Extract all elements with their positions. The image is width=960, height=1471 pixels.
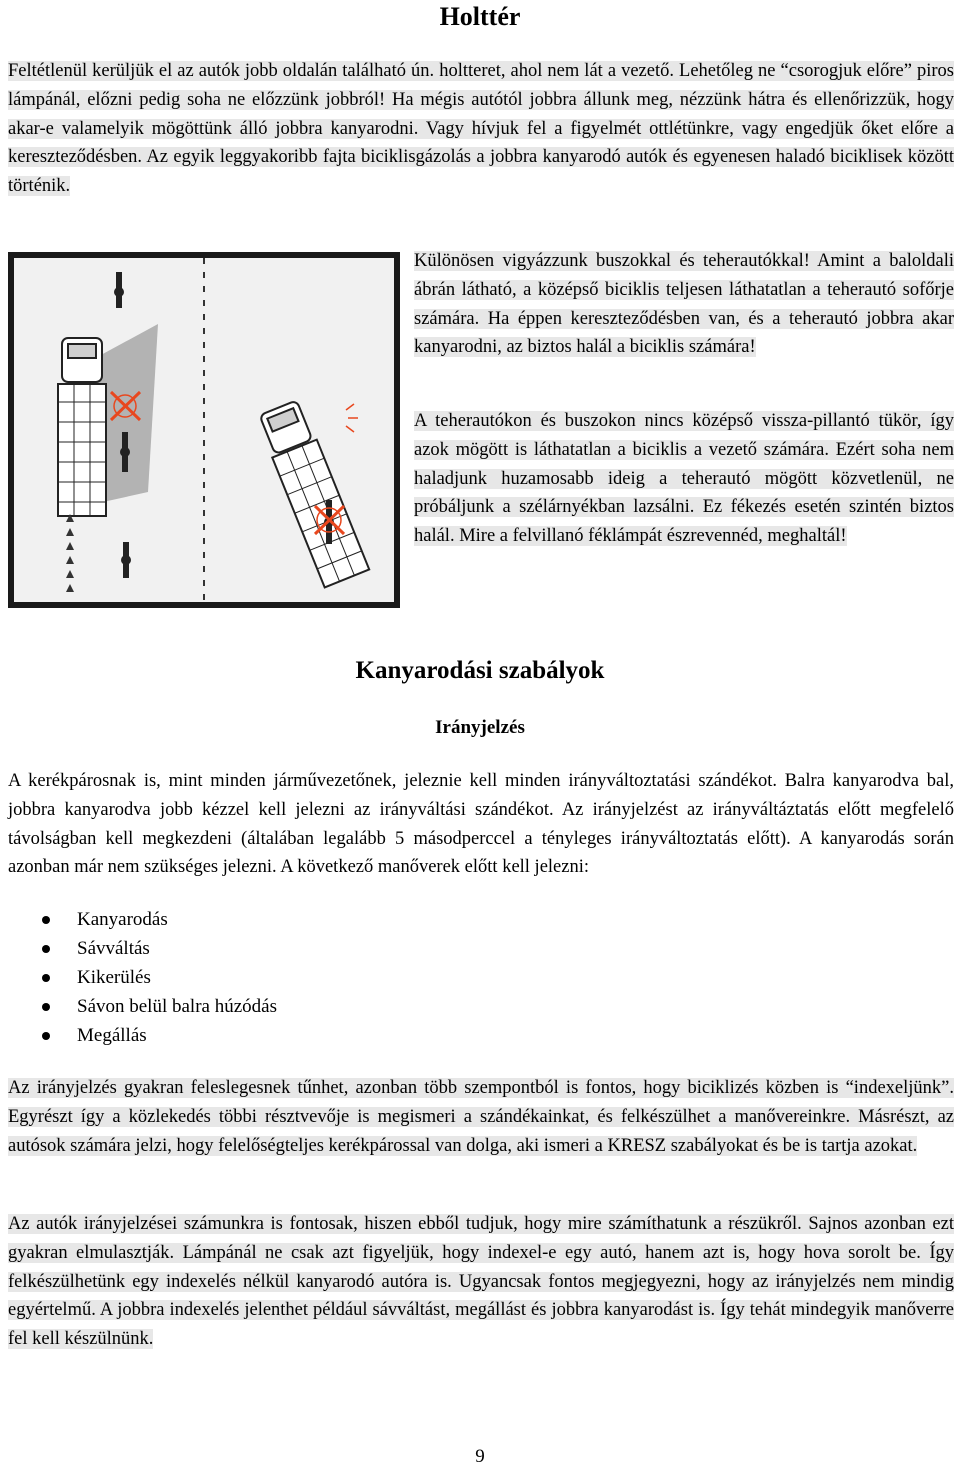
intro-paragraph: [8, 57, 954, 201]
car-signals-paragraph-text: Az autók irányjelzései számunkra is fontosak, hiszen ebből tudjuk, hogy mire számíthatunk a részükről. Sajnos azonban ezt gyakran elmulasztják. Lámpánál ne csak azt figyeljük, hogy indexel-e egy autó, hanem azt is, hogy hova sorolt be. Így felkészülhetünk egy indexelés nélkül kanyarodó autóra is. Ugyancsak fontos megjegyezni, hogy az irányjelzés nem mindig egyértelmű. A jobbra indexelés jelenthet például sávváltást, megállást és jobbra kanyarodást is. Így tehát mindegyik manőverre fel kell készülnünk.: [8, 1214, 954, 1350]
section-title: Kanyarodási szabályok: [355, 657, 605, 684]
page-title: Holttér: [439, 2, 521, 31]
blind-spot-illustration: [8, 252, 400, 608]
list-item: Sávon belül balra húzódás: [8, 992, 708, 1021]
car-signals-paragraph: [8, 1210, 954, 1354]
indexing-paragraph-text: Az irányjelzés gyakran feleslegesnek tűnhet, azonban több szempontból is fontos, hogy biciklizés közben is “indexeljünk”. Egyrészt így a közlekedés többi résztvevője is megismeri a szándékainkat, és felkészülhet a manővereinkre. Másrészt, az autósok számára jelzi, hogy felelőségteljes kerékpárossal van dolga, aki ismeri a KRESZ szabályokat és be is tartja azokat.: [8, 1078, 954, 1156]
intro-paragraph-text: Feltétlenül kerüljük el az autók jobb oldalán található ún. holtteret, ahol nem lát a vezető. Lehetőleg ne “csorogjuk előre” piros lámpánál, előzni pedig soha ne előzzünk jobbról! Ha mégis autótól jobbra állunk meg, nézzünk hátra és ellenőrizzük, hogy akar-e valamelyik mögöttünk álló jobbra kanyarodni. Vagy hívjuk fel a figyelmét ottlétünkre, vagy engedjük őket előre a kereszteződésben. Az egyik leggyakoribb fajta biciklisgázolás a jobbra kanyarodó autók és egyenesen haladó biciklisek között történik.: [8, 61, 954, 197]
maneuver-list: [8, 905, 708, 1050]
right-paragraph-1-text: Különösen vigyázzunk buszokkal és teherautókkal! Amint a baloldali ábrán látható, a középső biciklis teljesen láthatatlan a teherautó sofőrje számára. Ha éppen kereszteződésben van, és a teherautó jobbra akar kanyarodni, az biztos halál a biciklis számára!: [414, 251, 954, 358]
right-paragraph-2: [414, 407, 954, 551]
list-item: Megállás: [8, 1021, 708, 1050]
truck-icon: [58, 338, 106, 516]
right-paragraph-2-text: A teherautókon és buszokon nincs középső vissza-pillantó tükör, így azok mögött is láthatatlan a biciklis a vezető számára. Ezért soha nem haladjunk huzamosabb ideig a teherautó mögött közvetlenül, ne próbáljunk a szélárnyékban lazsálni. Ez fékezés esetén szintén biztos halál. Mire a felvillanó féklámpát észrevennéd, meghaltál!: [414, 411, 954, 547]
list-item: Kikerülés: [8, 963, 708, 992]
subsection-title: Irányjelzés: [435, 717, 525, 738]
indexing-paragraph: [8, 1074, 954, 1160]
list-item: Sávváltás: [8, 934, 708, 963]
list-item: Kanyarodás: [8, 905, 708, 934]
right-paragraph-1: [414, 247, 954, 362]
signal-paragraph: A kerékpárosnak is, mint minden járművezetőnek, jeleznie kell minden irányváltoztatási szándékot. Balra kanyarodva bal, jobbra kanyarodva jobb kézzel kell jelezni az irányváltási szándékot. Az irányjelzést az irányváltáztatás előtt megfelelő távolságban kell megkezdeni (általában legalább 5 másodperccel a tényleges irányváltoztatás előtt). A kanyarodás során azonban már nem szükséges jelezni. A következő manőverek előtt kell jelezni:: [8, 771, 954, 878]
page-number: 9: [475, 1446, 485, 1467]
